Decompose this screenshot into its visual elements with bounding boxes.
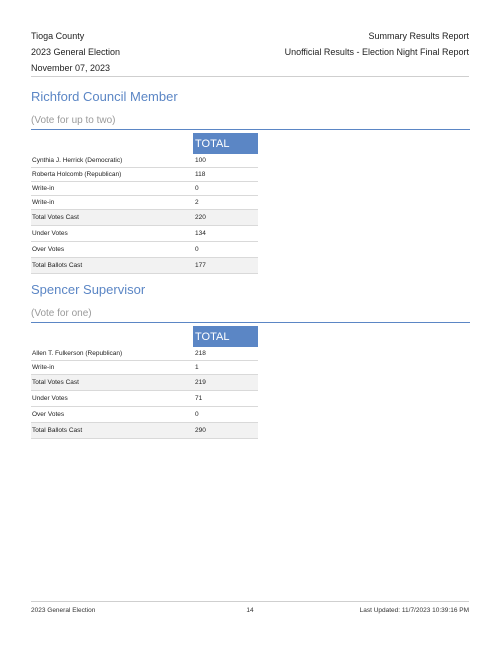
candidate-name: Roberta Holcomb (Republican) xyxy=(31,168,193,182)
contest-title: Spencer Supervisor xyxy=(31,282,146,297)
summary-row xyxy=(31,226,258,242)
summary-label: Over Votes xyxy=(31,242,193,258)
summary-value: 0 xyxy=(193,242,258,258)
footer-divider xyxy=(31,601,469,602)
header-divider xyxy=(31,76,469,77)
candidate-name: Write-in xyxy=(31,361,193,375)
election-name: 2023 General Election xyxy=(31,47,121,57)
candidate-votes: 118 xyxy=(193,168,258,182)
vote-for-instruction: (Vote for one) xyxy=(31,308,92,319)
summary-label: Under Votes xyxy=(31,226,193,242)
summary-row xyxy=(31,210,258,226)
summary-label: Over Votes xyxy=(31,407,193,423)
candidate-votes: 100 xyxy=(193,154,258,168)
summary-row xyxy=(31,242,258,258)
candidate-row xyxy=(31,154,258,168)
results-table xyxy=(31,133,258,274)
candidate-row xyxy=(31,182,258,196)
candidate-votes: 1 xyxy=(193,361,258,375)
contest-divider xyxy=(31,322,470,323)
report-status: Unofficial Results - Election Night Final Report xyxy=(284,47,469,57)
candidate-row xyxy=(31,361,258,375)
report-header xyxy=(31,28,469,76)
header-blank-cell xyxy=(31,133,193,154)
candidate-name: Write-in xyxy=(31,196,193,210)
candidate-name: Write-in xyxy=(31,182,193,196)
total-column-header: TOTAL xyxy=(193,133,258,154)
summary-row xyxy=(31,375,258,391)
summary-label: Total Votes Cast xyxy=(31,210,193,226)
results-table xyxy=(31,326,258,439)
summary-row xyxy=(31,423,258,439)
footer-election-name: 2023 General Election xyxy=(31,607,96,614)
summary-value: 134 xyxy=(193,226,258,242)
summary-value: 0 xyxy=(193,407,258,423)
vote-for-instruction: (Vote for up to two) xyxy=(31,115,116,126)
total-column-header: TOTAL xyxy=(193,326,258,347)
summary-label: Under Votes xyxy=(31,391,193,407)
candidate-votes: 218 xyxy=(193,347,258,361)
summary-value: 219 xyxy=(193,375,258,391)
summary-row xyxy=(31,407,258,423)
summary-row xyxy=(31,258,258,274)
table-header-row xyxy=(31,133,258,154)
candidate-row xyxy=(31,196,258,210)
candidate-name: Cynthia J. Herrick (Democratic) xyxy=(31,154,193,168)
summary-value: 220 xyxy=(193,210,258,226)
summary-row xyxy=(31,391,258,407)
summary-label: Total Ballots Cast xyxy=(31,423,193,439)
contest-divider xyxy=(31,129,470,130)
page-number: 14 xyxy=(246,607,254,614)
county-name: Tioga County xyxy=(31,31,85,41)
candidate-name: Allen T. Fulkerson (Republican) xyxy=(31,347,193,361)
header-blank-cell xyxy=(31,326,193,347)
report-type: Summary Results Report xyxy=(368,31,469,41)
contest-spencer-supervisor xyxy=(31,281,470,439)
candidate-row xyxy=(31,168,258,182)
election-date: November 07, 2023 xyxy=(31,63,111,73)
summary-value: 290 xyxy=(193,423,258,439)
summary-label: Total Votes Cast xyxy=(31,375,193,391)
contest-richford-council xyxy=(31,88,470,274)
table-header-row xyxy=(31,326,258,347)
contest-title: Richford Council Member xyxy=(31,89,178,104)
report-footer xyxy=(31,607,469,614)
candidate-row xyxy=(31,347,258,361)
summary-label: Total Ballots Cast xyxy=(31,258,193,274)
summary-value: 71 xyxy=(193,391,258,407)
candidate-votes: 2 xyxy=(193,196,258,210)
last-updated: Last Updated: 11/7/2023 10:39:16 PM xyxy=(359,607,469,614)
candidate-votes: 0 xyxy=(193,182,258,196)
summary-value: 177 xyxy=(193,258,258,274)
